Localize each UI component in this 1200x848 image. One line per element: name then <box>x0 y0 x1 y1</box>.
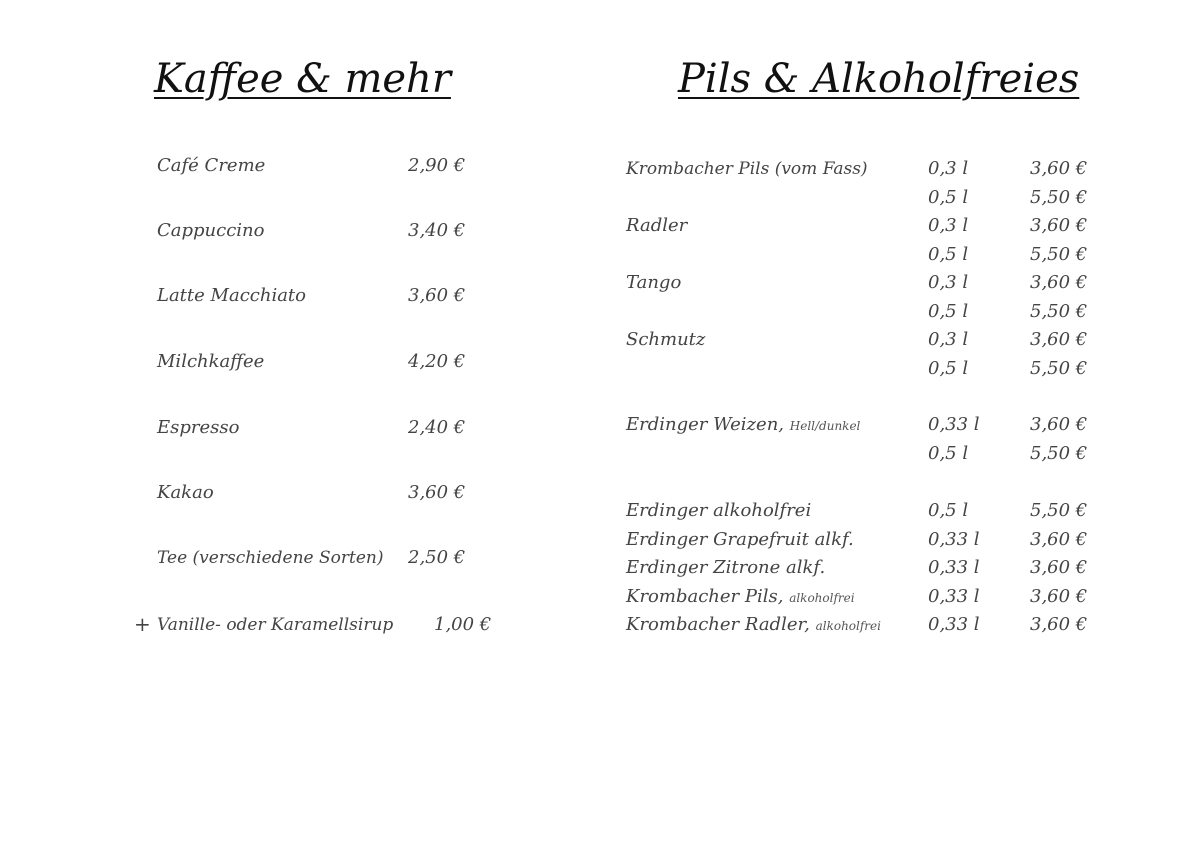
drink-size: 0,3 l <box>928 272 969 293</box>
coffee-item-price: 2,90 € <box>408 155 466 176</box>
coffee-menu-title: Kaffee & mehr <box>154 56 451 102</box>
drink-size: 0,5 l <box>928 443 969 464</box>
coffee-item-price: 2,50 € <box>408 547 466 568</box>
drink-price: 3,60 € <box>1030 586 1088 607</box>
drink-price: 5,50 € <box>1030 244 1088 265</box>
coffee-item-price: 3,40 € <box>408 220 466 241</box>
drink-item-name <box>626 414 860 437</box>
drink-item-name: Erdinger Zitrone alkf. <box>626 557 826 578</box>
drink-price: 5,50 € <box>1030 301 1088 322</box>
drink-size: 0,5 l <box>928 187 969 208</box>
drink-item-name: Schmutz <box>626 329 706 350</box>
drink-price: 5,50 € <box>1030 187 1088 208</box>
drink-item-name: Erdinger alkoholfrei <box>626 500 812 521</box>
drink-price: 3,60 € <box>1030 158 1088 179</box>
drink-item-label: Krombacher Pils, <box>626 586 784 607</box>
drink-price: 5,50 € <box>1030 443 1088 464</box>
drink-item-name: Radler <box>626 215 688 236</box>
drinks-menu-title: Pils & Alkoholfreies <box>678 56 1080 102</box>
extra-item-name: Vanille- oder Karamellsirup <box>157 615 394 635</box>
drink-size: 0,5 l <box>928 244 969 265</box>
drink-item-name <box>626 614 881 637</box>
drink-item-label: Erdinger Weizen, <box>626 414 785 435</box>
drink-price: 3,60 € <box>1030 329 1088 350</box>
drink-price: 3,60 € <box>1030 614 1088 635</box>
drink-size: 0,33 l <box>928 529 980 550</box>
coffee-item-name: Cappuccino <box>157 220 265 241</box>
drink-price: 3,60 € <box>1030 557 1088 578</box>
coffee-item-name: Kakao <box>157 482 214 503</box>
drink-price: 3,60 € <box>1030 529 1088 550</box>
drink-size: 0,33 l <box>928 557 980 578</box>
drink-price: 5,50 € <box>1030 500 1088 521</box>
coffee-item-name: Café Creme <box>157 155 266 176</box>
drink-item-note: alkoholfrei <box>815 619 881 633</box>
coffee-item-price: 2,40 € <box>408 417 466 438</box>
drink-item-note: alkoholfrei <box>789 591 855 605</box>
drink-item-note: Hell/dunkel <box>789 419 861 433</box>
drink-price: 3,60 € <box>1030 272 1088 293</box>
drink-item-name: Tango <box>626 272 682 293</box>
drink-price: 3,60 € <box>1030 414 1088 435</box>
coffee-item-price: 4,20 € <box>408 351 466 372</box>
drink-item-label: Krombacher Radler, <box>626 614 810 635</box>
coffee-item-price: 3,60 € <box>408 285 466 306</box>
drink-size: 0,5 l <box>928 500 969 521</box>
plus-icon: + <box>134 612 151 636</box>
drink-size: 0,5 l <box>928 358 969 379</box>
drink-item-name <box>626 586 855 609</box>
drink-size: 0,33 l <box>928 586 980 607</box>
drink-price: 5,50 € <box>1030 358 1088 379</box>
drink-size: 0,33 l <box>928 414 980 435</box>
coffee-item-name: Tee (verschiedene Sorten) <box>157 548 384 568</box>
drink-item-name: Krombacher Pils (vom Fass) <box>626 159 868 179</box>
coffee-item-name: Espresso <box>157 417 240 438</box>
coffee-item-price: 3,60 € <box>408 482 466 503</box>
drink-size: 0,5 l <box>928 301 969 322</box>
drink-price: 3,60 € <box>1030 215 1088 236</box>
drink-size: 0,3 l <box>928 215 969 236</box>
drink-size: 0,3 l <box>928 329 969 350</box>
coffee-item-name: Milchkaffee <box>157 351 265 372</box>
drink-item-name: Erdinger Grapefruit alkf. <box>626 529 854 550</box>
coffee-item-name: Latte Macchiato <box>157 285 307 306</box>
drink-size: 0,33 l <box>928 614 980 635</box>
extra-item-price: 1,00 € <box>434 614 492 635</box>
drink-size: 0,3 l <box>928 158 969 179</box>
